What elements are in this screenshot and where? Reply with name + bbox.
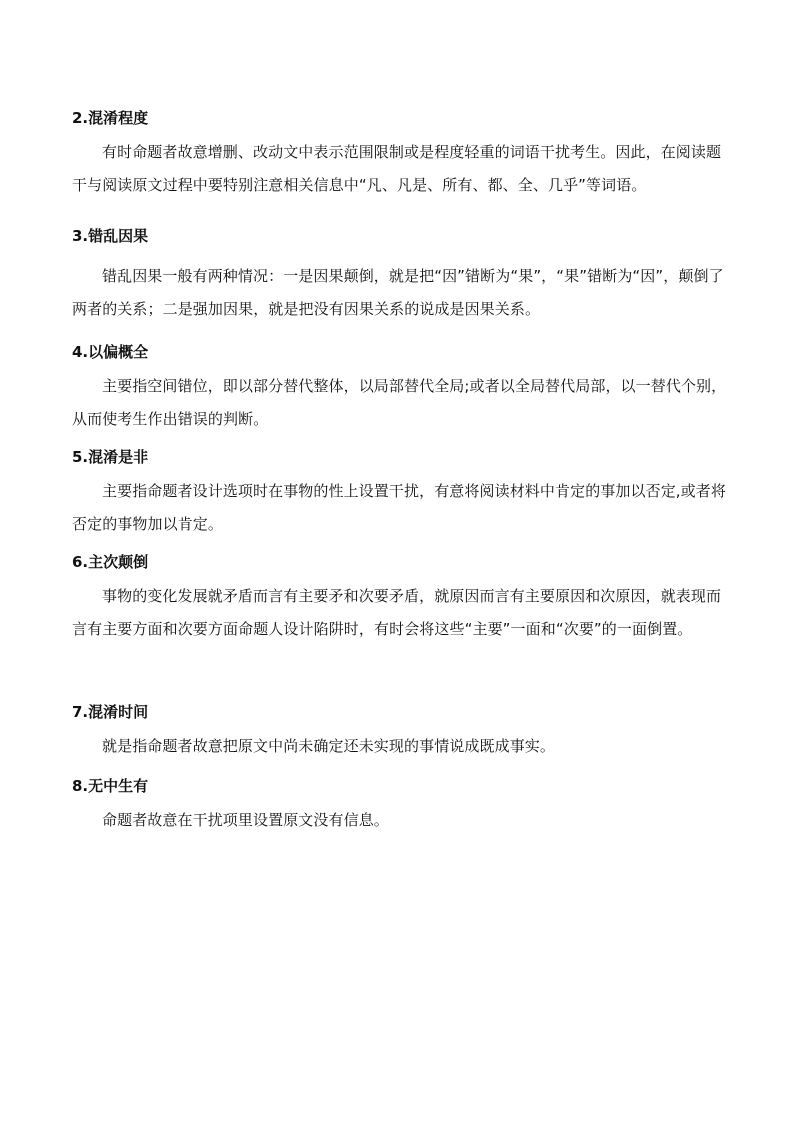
section-heading-4: 4.以偏概全 <box>72 343 149 361</box>
section-heading-5: 5.混淆是非 <box>72 448 149 466</box>
section-text-4: 主要指空间错位，即以部分替代整体，以局部替代全局;或者以全局替代局部，以一替代个别，从而使考生作出错误的判断。 <box>72 377 727 428</box>
section-text-8: 命题者故意在干扰项里设置原文没有信息。 <box>102 811 389 829</box>
section-heading-6: 6.主次颠倒 <box>72 553 149 571</box>
section-text-6: 事物的变化发展就矛盾而言有主要矛和次要矛盾，就原因而言有主要原因和次原因，就表现而言有主要方面和次要方面命题人设计陷阱时，有时会将这些“主要”一面和“次要”的一面倒置。 <box>72 587 722 638</box>
section-heading-2: 2.混淆程度 <box>72 109 149 127</box>
section-text-7: 就是指命题者故意把原文中尚未确定还未实现的事情说成既成事实。 <box>102 737 556 755</box>
section-heading-7: 7.混淆时间 <box>72 703 149 721</box>
section-heading-8: 8.无中生有 <box>72 777 149 795</box>
section-heading-3: 3.错乱因果 <box>72 227 149 245</box>
section-text-2: 有时命题者故意增删、改动文中表示范围限制或是程度轻重的词语干扰考生。因此，在阅读题干与阅读原文过程中要特别注意相关信息中“凡、凡是、所有、都、全、几乎”等词语。 <box>72 143 722 194</box>
section-text-3: 错乱因果一般有两种情况：一是因果颠倒，就是把“因”错断为“果”，“果”错断为“因”，颠倒了两者的关系；二是强加因果，就是把没有因果关系的说成是因果关系。 <box>72 267 724 318</box>
section-text-5: 主要指命题者设计选项时在事物的性上设置干扰，有意将阅读材料中肯定的事加以否定,或者将否定的事物加以肯定。 <box>72 482 726 533</box>
